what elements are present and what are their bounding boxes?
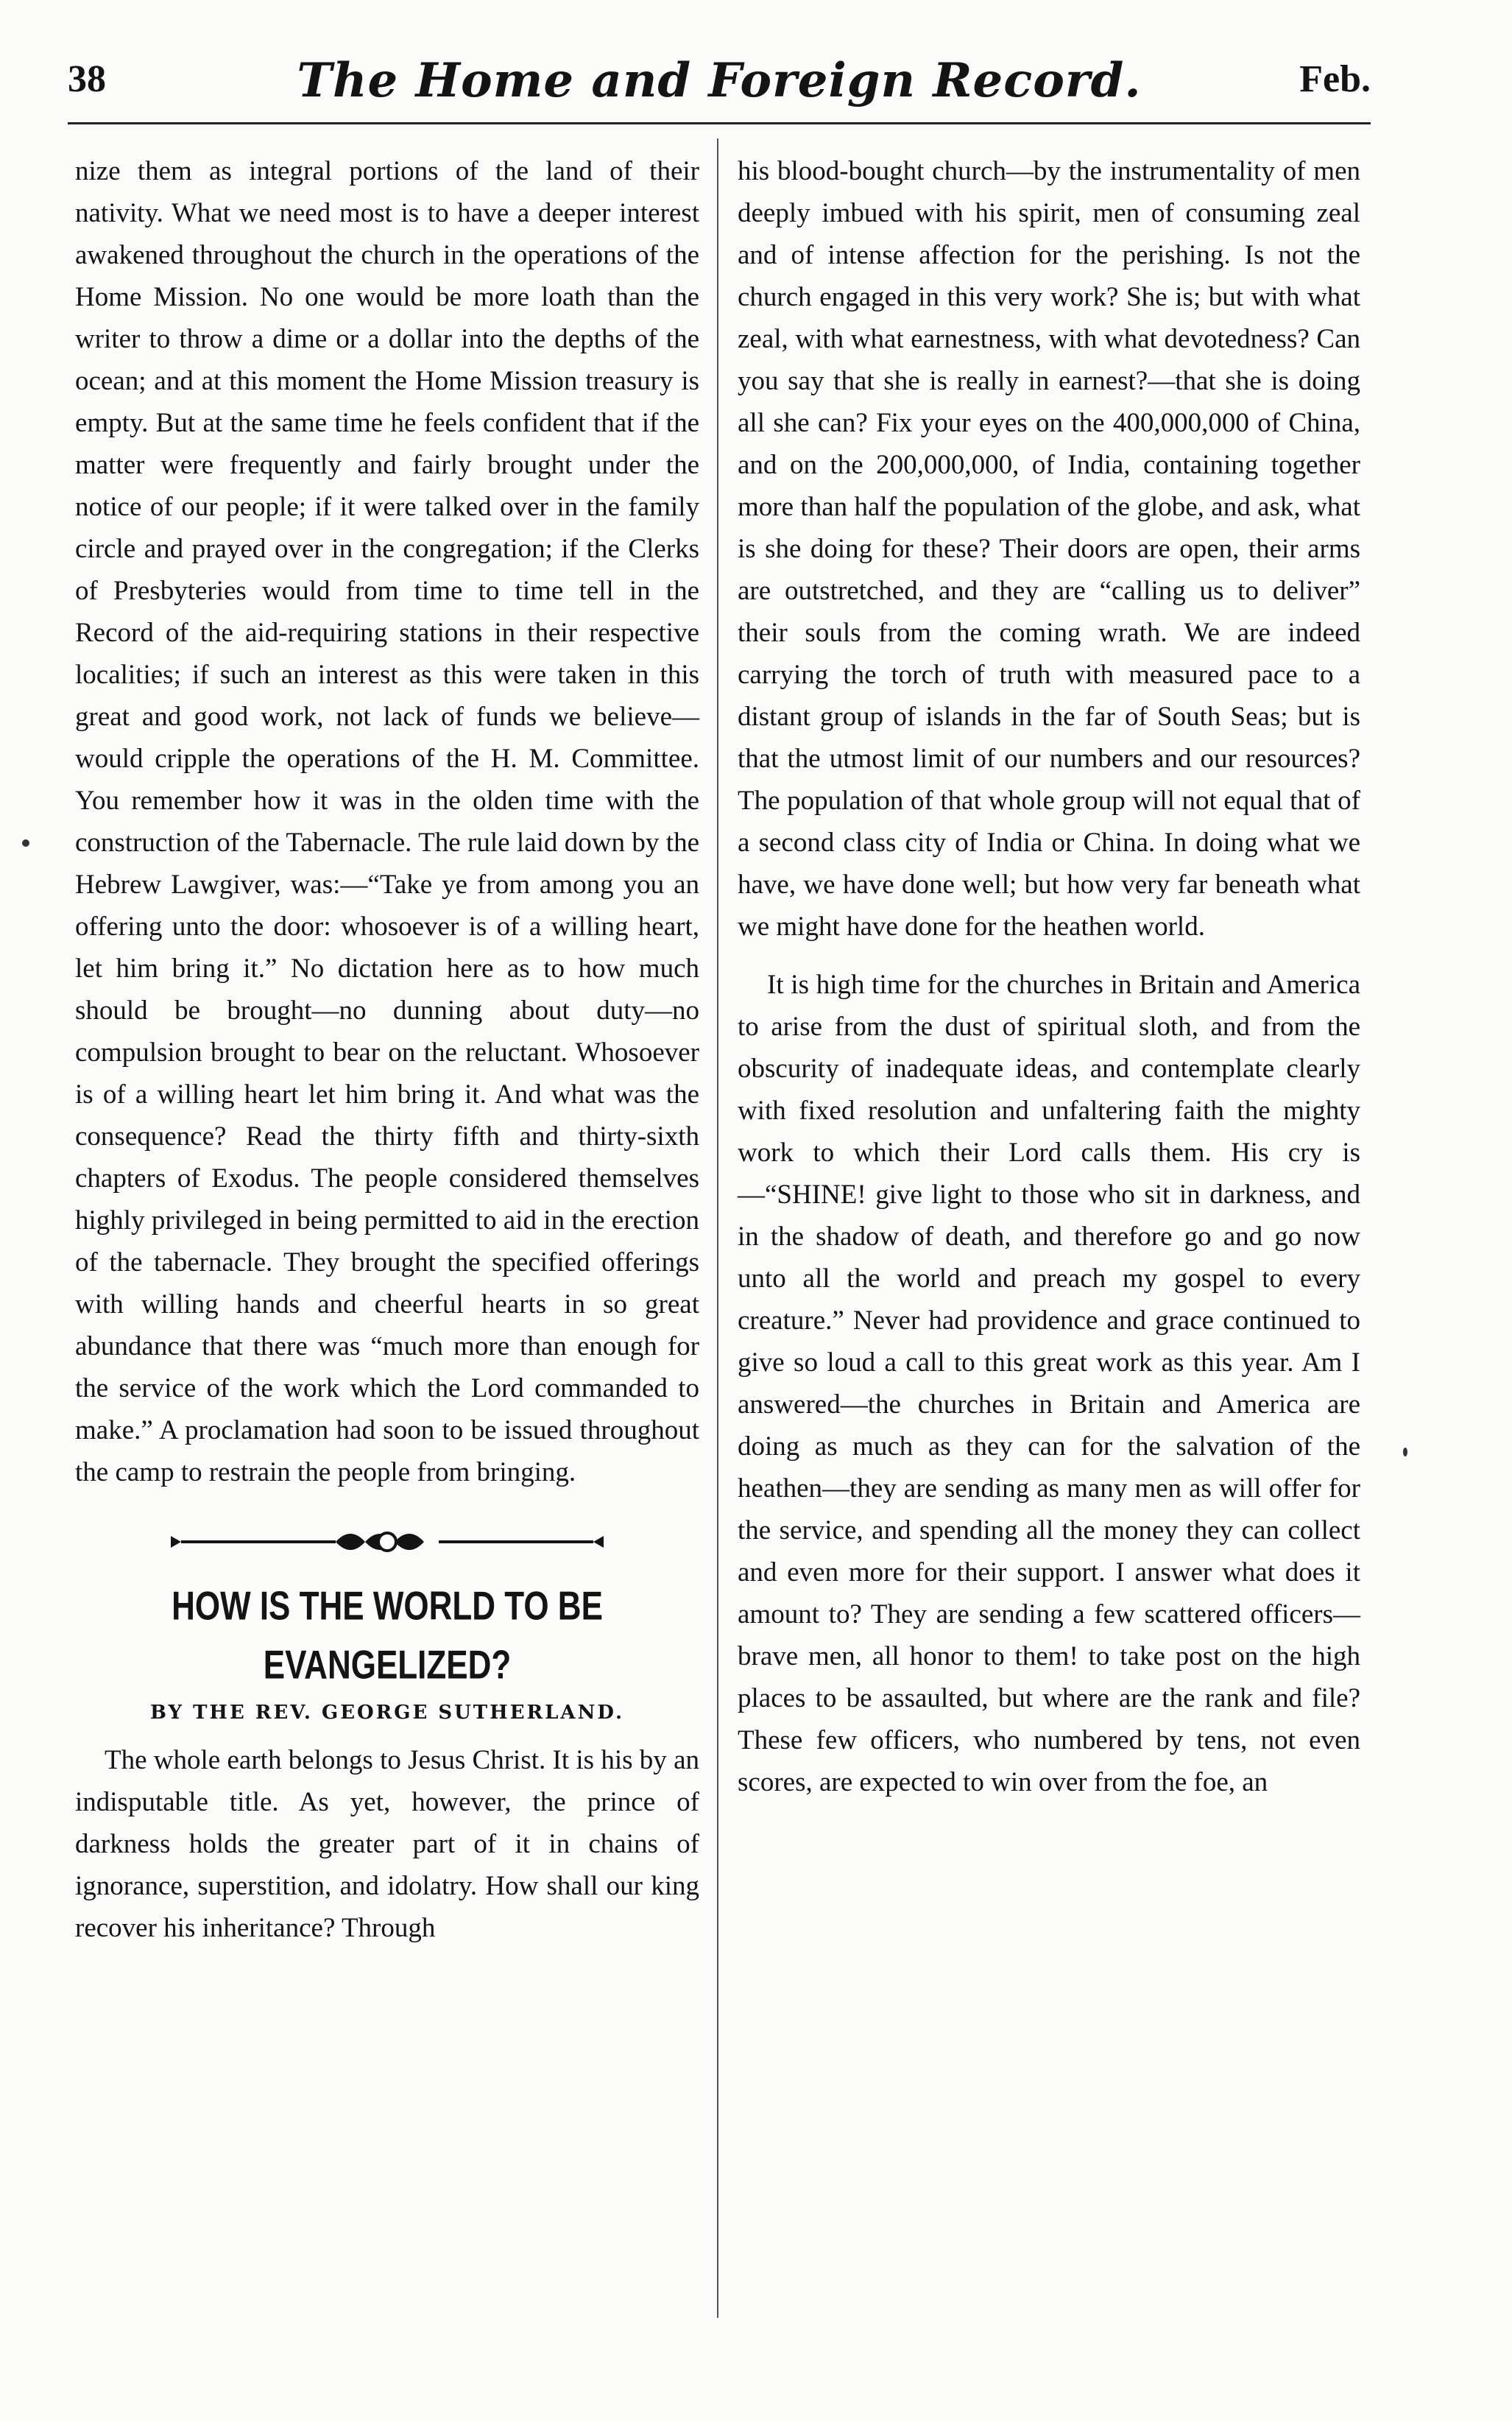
header-rule [68, 122, 1371, 124]
article-title: HOW IS THE WORLD TO BE EVANGELIZED? [172, 1583, 603, 1688]
article-opening-paragraph: The whole earth belongs to Jesus Christ. It is his by an indisputable title. As yet, however, the prince of darkness holds the greater part of it in chains of ignorance, superstition, and idolatry. How shall our king recover his inheritance? Through [75, 1745, 699, 1943]
right-paragraph-2: It is high time for the churches in Britain and America to arise from the dust of spiritual sloth, and from the obscurity of inadequate ideas, and contemplate clearly with fixed resolution and unfaltering faith the mighty work to which their Lord calls them. His cry is—“SHINE! give light to those who sit in darkness, and in the shadow of death, and therefore go and go now unto all the world and preach my gospel to every creature.” Never had providence and grace continued to give so loud a call to this great work as this year. Am I answered—the churches in Britain and America are doing as much as they can for the salvation of the heathen—they are sending as many men as will offer for the service, and spending all the money they can collect and even more for their support. I answer what does it amount to? They are sending a few scattered officers—brave men, all honor to them! to take post on the high places to be assaulted, but where are the rank and file? These few officers, who numbered by tens, not even scores, are expected to win over from the foe, an [738, 970, 1360, 1797]
continued-paragraph: nize them as integral portions of the land of their nativity. What we need most is to have a deeper interest awakened throughout the church in the operations of the Home Mission. No one would be more loath than the writer to throw a dime or a dollar into the depths of the ocean; and at this moment the Home Mission treasury is empty. But at the same time he feels confident that if the matter were frequently and fairly brought under the notice of our people; if it were talked over in the family circle and prayed over in the congregation; if the Clerks of Presbyteries would from time to time tell in the Record of the aid-requiring stations in their respective localities; if such an interest as this were taken in this great and good work, not lack of funds we believe—would cripple the operations of the H. M. Committee. You remember how it was in the olden time with the construction of the Tabernacle. The rule laid down by the Hebrew Lawgiver, was:—“Take ye from among you an offering unto the door: whosoever is of a willing heart, let him bring it.” No dictation here as to how much should be brought—no dunning about duty—no compulsion brought to bear on the reluctant. Whosoever is of a willing heart let him bring it. And what was the consequence? Read the thirty fifth and thirty-sixth chapters of Exodus. The people considered themselves highly privileged in being permitted to aid in the erection of the tabernacle. They brought the specified offerings with willing hands and cheerful hearts in so great abundance that there was “much more than enough for the service of the work which the Lord commanded to make.” A proclamation had soon to be issued throughout the camp to restrain the people from bringing. [75, 156, 699, 1487]
page-header [68, 53, 1371, 124]
page-number: 38 [68, 58, 106, 100]
issue-month: Feb. [1299, 58, 1371, 100]
left-column [75, 150, 699, 1949]
journal-title: The Home and Foreign Record. [297, 53, 1142, 108]
ink-mark [1403, 1448, 1407, 1456]
right-column [738, 150, 1360, 1803]
ink-mark [22, 839, 29, 847]
scroll-ornament-icon [159, 1520, 615, 1564]
column-divider [717, 138, 718, 2318]
right-paragraph-1: his blood-bought church—by the instrumentality of men deeply imbued with his spirit, men of consuming zeal and of intense affection for the perishing. Is not the church engaged in this very work? She is; but with what zeal, with what earnestness, with what devotedness? Can you say that she is really in earnest?—that she is doing all she can? Fix your eyes on the 400,000,000 of China, and on the 200,000,000, of India, containing together more than half the population of the globe, and ask, what is she doing for these? Their doors are open, their arms are outstretched, and they are “calling us to deliver” their souls from the coming wrath. We are indeed carrying the torch of truth with measured pace to a distant group of islands in the far of South Seas; but is that the utmost limit of our numbers and our resources? The population of that whole group will not equal that of a second class city of India or China. In doing what we have, we have done well; but how very far beneath what we might have done for the heathen world. [738, 156, 1360, 942]
article-byline: BY THE REV. GEORGE SUTHERLAND. [149, 1702, 625, 1724]
